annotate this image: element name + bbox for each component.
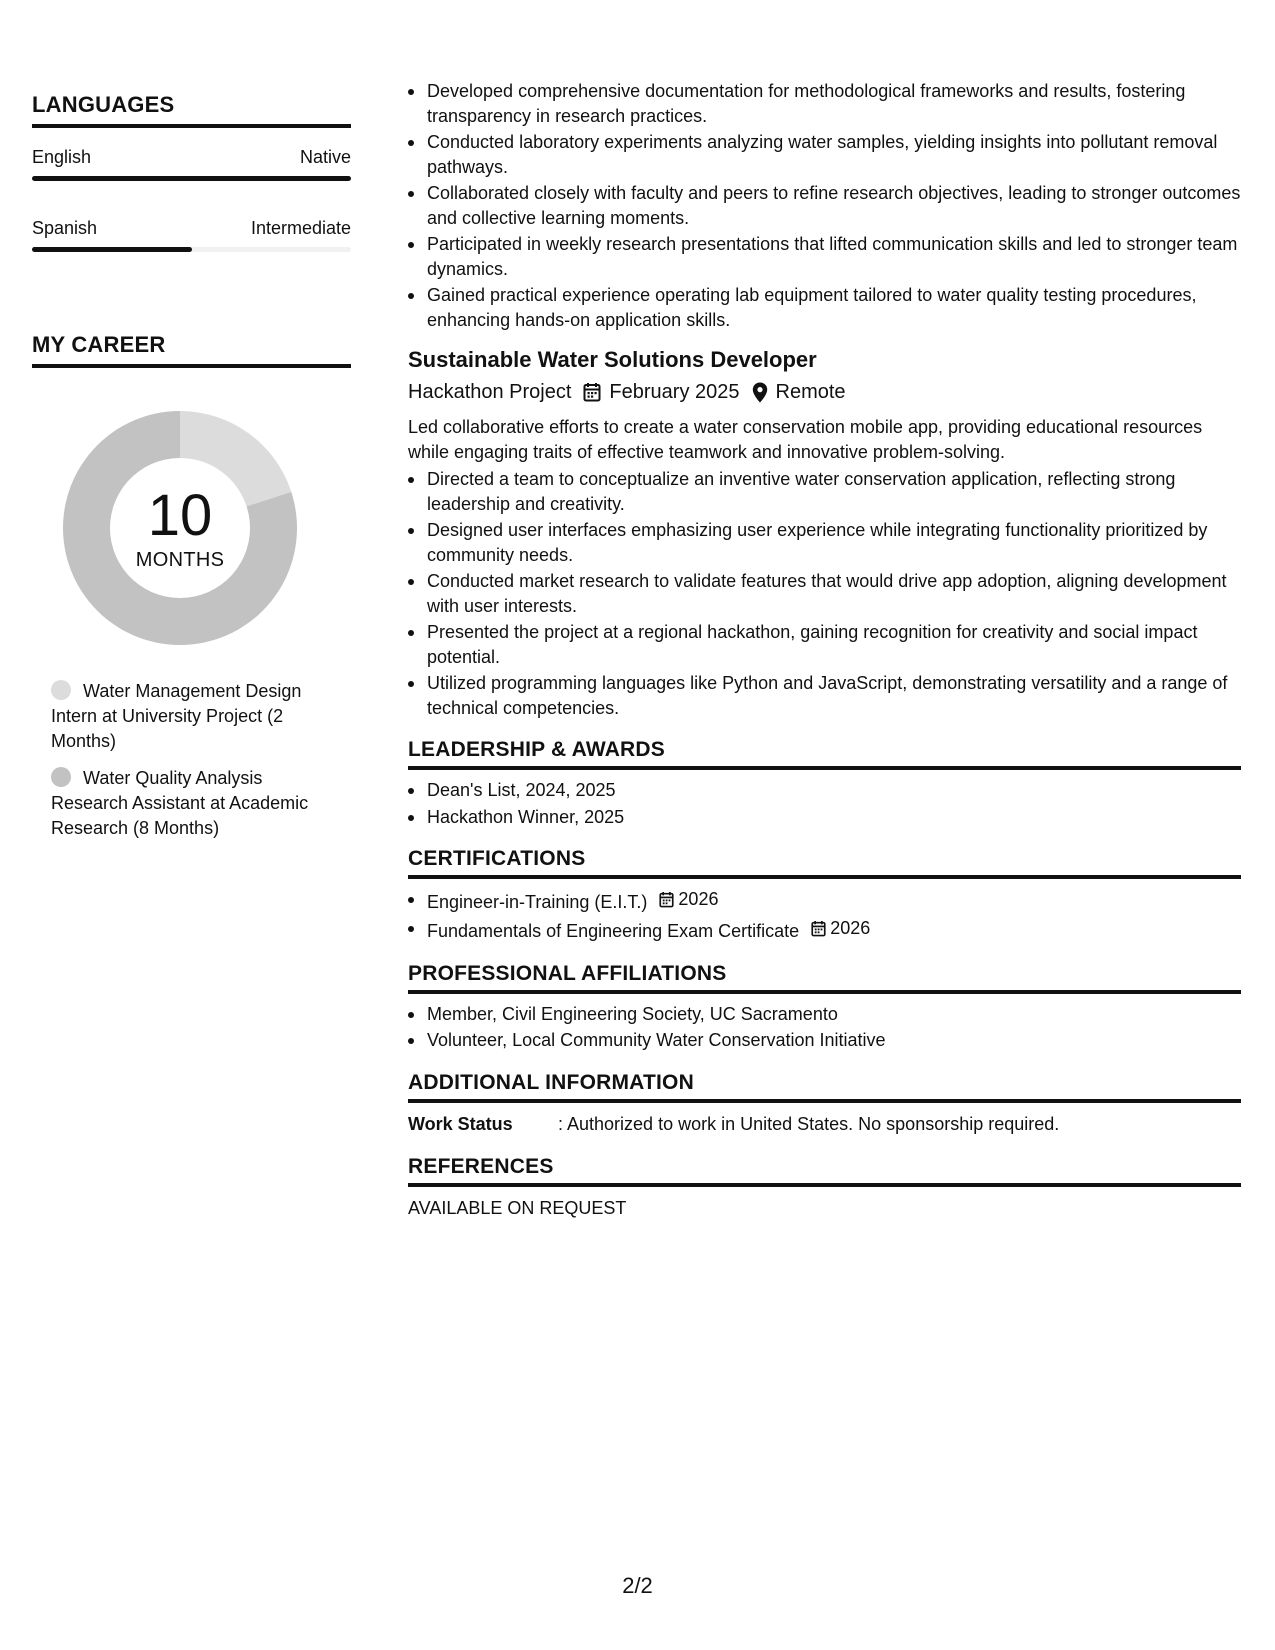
list-item (408, 916, 1241, 943)
language-item (32, 144, 351, 181)
language-proficiency-fill (32, 247, 192, 252)
language-proficiency-fill (32, 176, 351, 181)
legend-label: Water Quality Analysis Research Assistant at Academic Research (8 Months) (51, 768, 309, 838)
language-proficiency-bar (32, 247, 351, 252)
leadership-section (408, 738, 1241, 829)
career-legend (51, 679, 341, 841)
job-entry (408, 346, 1241, 720)
list-item: Designed user interfaces emphasizing user experience while integrating functionality prioritized by community needs. (408, 518, 1241, 567)
references-title: REFERENCES (408, 1155, 1241, 1187)
affiliations-title: PROFESSIONAL AFFILIATIONS (408, 962, 1241, 994)
list-item (408, 887, 1241, 914)
list-item: Volunteer, Local Community Water Conservation Initiative (408, 1028, 1241, 1053)
certifications-section (408, 847, 1241, 944)
career-unit: MONTHS (135, 549, 225, 571)
list-item: Dean's List, 2024, 2025 (408, 778, 1241, 803)
job-meta (408, 378, 1241, 406)
calendar-icon (659, 891, 674, 908)
languages-section (32, 92, 351, 252)
affiliations-list (408, 1002, 1241, 1053)
legend-item (51, 679, 341, 754)
page-number: 2/2 (622, 1573, 653, 1598)
job-location: Remote (775, 381, 846, 403)
location-pin-icon (752, 382, 768, 403)
list-item: Conducted laboratory experiments analyzing water samples, yielding insights into pollutant removal pathways. (408, 130, 1241, 179)
job-description: Led collaborative efforts to create a water conservation mobile app, providing educational resources while engaging traits of effective teamwork and innovative problem-solving. (408, 417, 1203, 462)
cert-year: 2026 (678, 889, 719, 909)
list-item: Participated in weekly research presentations that lifted communication skills and led to stronger team dynamics. (408, 232, 1241, 281)
language-name: English (32, 147, 92, 167)
languages-title: LANGUAGES (32, 92, 351, 128)
certifications-title: CERTIFICATIONS (408, 847, 1241, 879)
right-column (408, 79, 1241, 1221)
career-section (32, 332, 351, 841)
cert-name: Engineer-in-Training (E.I.T.) (427, 891, 648, 912)
certifications-list (408, 887, 1241, 944)
work-status-row (408, 1111, 1241, 1137)
job-bullets (408, 467, 1241, 720)
legend-dot (51, 680, 71, 700)
legend-label: Water Management Design Intern at University Project (2 Months) (51, 681, 302, 751)
affiliations-section (408, 962, 1241, 1053)
list-item: Gained practical experience operating lab equipment tailored to water quality testing procedures, enhancing hands-on application skills. (408, 283, 1241, 332)
job-organization: Hackathon Project (408, 381, 572, 403)
career-donut-chart (55, 403, 305, 653)
legend-dot (51, 767, 71, 787)
additional-info-title: ADDITIONAL INFORMATION (408, 1071, 1241, 1103)
language-level: Native (299, 147, 351, 167)
left-column (32, 92, 351, 853)
work-status-label: Work Status (408, 1113, 513, 1134)
job-title: Sustainable Water Solutions Developer (408, 347, 817, 372)
career-total: 10 (147, 483, 213, 548)
career-title: MY CAREER (32, 332, 351, 368)
list-item: Conducted market research to validate features that would drive app adoption, aligning development with user interests. (408, 569, 1241, 618)
language-level: Intermediate (250, 218, 351, 238)
calendar-icon (583, 382, 601, 402)
list-item: Member, Civil Engineering Society, UC Sacramento (408, 1002, 1241, 1027)
previous-job-bullets (408, 79, 1241, 332)
list-item: Utilized programming languages like Python and JavaScript, demonstrating versatility and a range of technical competencies. (408, 671, 1241, 720)
language-name: Spanish (32, 218, 98, 238)
additional-info-section (408, 1071, 1241, 1137)
references-text: AVAILABLE ON REQUEST (408, 1197, 627, 1218)
cert-year: 2026 (830, 918, 871, 939)
list-item: Developed comprehensive documentation for methodological frameworks and results, fostering transparency in research practices. (408, 79, 1241, 128)
leadership-list (408, 778, 1241, 829)
cert-name: Fundamentals of Engineering Exam Certificate (427, 921, 800, 941)
job-date: February 2025 (609, 381, 740, 403)
calendar-icon (811, 920, 826, 937)
language-item (32, 215, 351, 252)
references-section (408, 1155, 1241, 1221)
leadership-title: LEADERSHIP & AWARDS (408, 738, 1241, 770)
list-item: Hackathon Winner, 2025 (408, 805, 1241, 830)
legend-item (51, 766, 341, 841)
list-item: Collaborated closely with faculty and peers to refine research objectives, leading to stronger outcomes and collective learning moments. (408, 181, 1241, 230)
donut-center (55, 403, 305, 653)
language-proficiency-bar (32, 176, 351, 181)
work-status-value: : Authorized to work in United States. No sponsorship required. (558, 1113, 1060, 1134)
list-item: Presented the project at a regional hackathon, gaining recognition for creativity and social impact potential. (408, 620, 1241, 669)
list-item: Directed a team to conceptualize an inventive water conservation application, reflecting strong leadership and creativity. (408, 467, 1241, 516)
